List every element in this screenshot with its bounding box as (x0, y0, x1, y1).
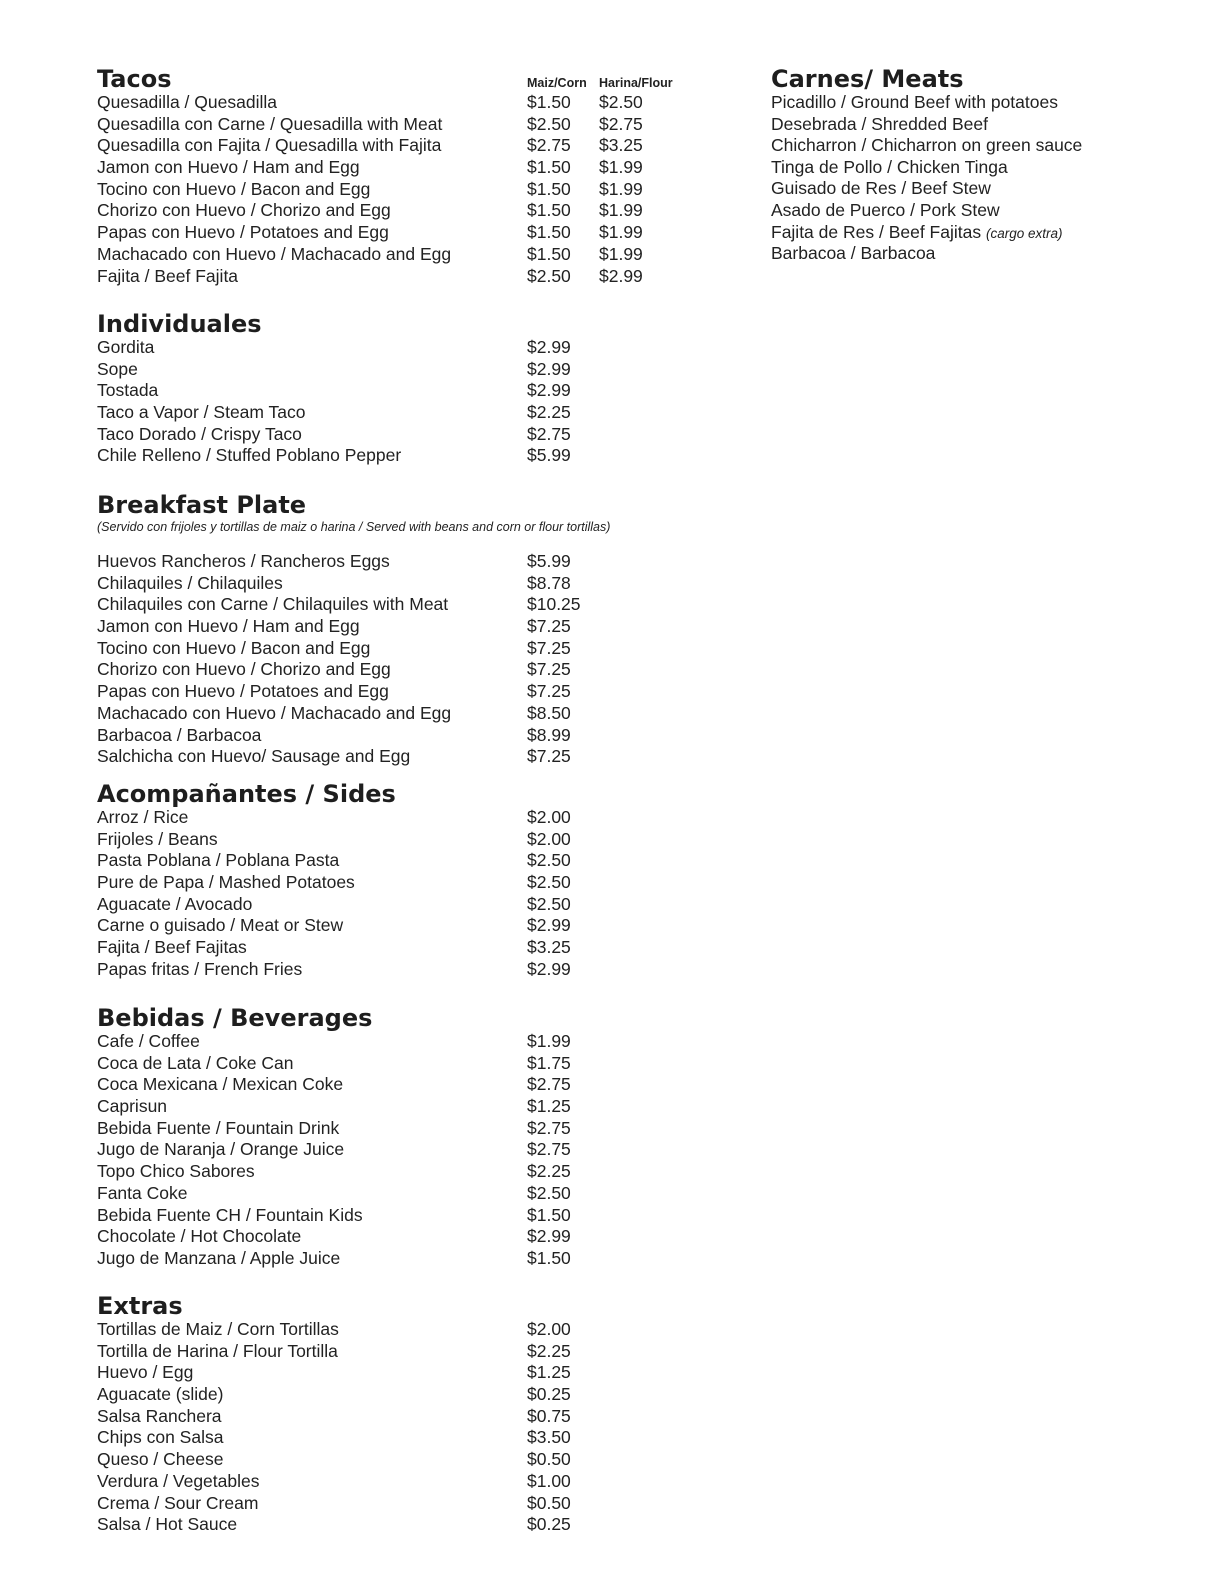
item-price-flour: $2.99 (599, 265, 643, 286)
item-price-flour: $1.99 (599, 200, 643, 221)
meat-name: Guisado de Res / Beef Stew (771, 178, 991, 199)
menu-item (97, 1031, 717, 1053)
item-name: Jugo de Naranja / Orange Juice (97, 1139, 345, 1160)
item-price: $0.75 (527, 1405, 571, 1426)
item-price: $2.75 (527, 1074, 571, 1095)
item-price: $0.50 (527, 1492, 571, 1513)
menu-item (97, 594, 797, 616)
menu-item (97, 1183, 717, 1205)
item-list (97, 337, 717, 467)
section-sides (97, 781, 717, 981)
item-name: Papas con Huevo / Potatoes and Egg (97, 222, 389, 243)
item-price-corn: $2.50 (527, 265, 571, 286)
menu-item (97, 1471, 717, 1493)
menu-item (97, 1319, 717, 1341)
section-title: Carnes/ Meats (771, 65, 964, 93)
item-name: Bebida Fuente CH / Fountain Kids (97, 1204, 363, 1225)
item-price: $5.99 (527, 551, 571, 571)
item-price: $1.99 (527, 1031, 571, 1051)
item-name: Chilaquiles con Carne / Chilaquiles with Meat (97, 594, 449, 615)
item-price: $1.00 (527, 1470, 571, 1491)
item-name: Chorizo con Huevo / Chorizo and Egg (97, 659, 391, 680)
item-name: Cafe / Coffee (97, 1031, 200, 1051)
item-price: $2.00 (527, 828, 571, 849)
item-price-corn: $2.75 (527, 135, 571, 156)
item-price-flour: $2.75 (599, 113, 643, 134)
item-name: Fajita / Beef Fajita (97, 265, 239, 286)
item-price: $10.25 (527, 594, 581, 615)
meat-list (771, 92, 1191, 265)
item-price: $7.25 (527, 637, 571, 658)
menu-item (97, 179, 717, 201)
menu-item (97, 872, 717, 894)
item-price: $2.25 (527, 402, 571, 423)
item-price: $2.50 (527, 872, 571, 893)
menu-item (97, 402, 717, 424)
item-name: Machacado con Huevo / Machacado and Egg (97, 243, 452, 264)
item-name: Tortilla de Harina / Flour Tortilla (97, 1340, 338, 1361)
item-price: $7.25 (527, 681, 571, 702)
item-name: Pasta Poblana / Poblana Pasta (97, 850, 340, 871)
section-note: (Servido con frijoles y tortillas de maiz o harina / Served with beans and corn or flour tortillas) (97, 520, 611, 534)
item-name: Salsa Ranchera (97, 1405, 222, 1426)
menu-item (97, 1226, 717, 1248)
item-name: Chorizo con Huevo / Chorizo and Egg (97, 200, 391, 221)
section-title: Extras (97, 1292, 183, 1320)
item-name: Carne o guisado / Meat or Stew (97, 915, 344, 936)
item-name: Tocino con Huevo / Bacon and Egg (97, 178, 371, 199)
item-name: Verdura / Vegetables (97, 1470, 260, 1491)
meat-item (771, 222, 1191, 244)
item-price: $2.99 (527, 380, 571, 401)
section-breakfast (97, 492, 797, 768)
meat-name: Tinga de Pollo / Chicken Tinga (771, 156, 1008, 177)
item-price-corn: $1.50 (527, 92, 571, 112)
section-meats (771, 66, 1191, 265)
column-header-corn: Maiz/Corn (527, 76, 587, 90)
menu-item (97, 135, 717, 157)
item-price: $1.50 (527, 1204, 571, 1225)
menu-item (97, 1074, 717, 1096)
menu-item (97, 92, 717, 114)
meat-name: Barbacoa / Barbacoa (771, 243, 936, 264)
item-price-flour: $1.99 (599, 178, 643, 199)
item-name: Tostada (97, 380, 159, 401)
item-name: Tortillas de Maiz / Corn Tortillas (97, 1319, 339, 1339)
menu-item (97, 266, 717, 288)
item-name: Barbacoa / Barbacoa (97, 724, 262, 745)
item-name: Queso / Cheese (97, 1449, 224, 1470)
menu-item (97, 445, 717, 467)
menu-item (97, 746, 797, 768)
menu-item (97, 1161, 717, 1183)
item-name: Pure de Papa / Mashed Potatoes (97, 872, 355, 893)
item-price-flour: $1.99 (599, 243, 643, 264)
item-name: Chips con Salsa (97, 1427, 224, 1448)
column-header-flour: Harina/Flour (599, 76, 673, 90)
item-name: Chile Relleno / Stuffed Poblano Pepper (97, 445, 402, 466)
menu-item (97, 1362, 717, 1384)
section-title: Breakfast Plate (97, 491, 307, 519)
section-title: Tacos (97, 65, 172, 93)
item-name: Huevos Rancheros / Rancheros Eggs (97, 551, 390, 571)
item-name: Tocino con Huevo / Bacon and Egg (97, 637, 371, 658)
item-price: $3.50 (527, 1427, 571, 1448)
menu-item (97, 424, 717, 446)
item-price: $8.78 (527, 572, 571, 593)
menu-item (97, 200, 717, 222)
item-price: $2.50 (527, 893, 571, 914)
item-name: Sope (97, 358, 138, 379)
menu-item (97, 1406, 717, 1428)
item-name: Crema / Sour Cream (97, 1492, 259, 1513)
section-title: Bebidas / Beverages (97, 1004, 373, 1032)
menu-item (97, 1384, 717, 1406)
menu-item (97, 1139, 717, 1161)
menu-item (97, 894, 717, 916)
meat-item (771, 157, 1191, 179)
meat-name: Chicharron / Chicharron on green sauce (771, 135, 1083, 156)
item-name: Jamon con Huevo / Ham and Egg (97, 157, 360, 178)
menu-item (97, 807, 717, 829)
item-price: $2.25 (527, 1161, 571, 1182)
menu-item (97, 1449, 717, 1471)
section-individuales (97, 311, 717, 467)
item-price: $8.50 (527, 702, 571, 723)
item-price: $1.25 (527, 1096, 571, 1117)
item-name: Bebida Fuente / Fountain Drink (97, 1117, 340, 1138)
item-price: $8.99 (527, 724, 571, 745)
item-name: Chocolate / Hot Chocolate (97, 1226, 302, 1247)
item-list (97, 1319, 717, 1536)
menu-item (97, 959, 717, 981)
menu-item (97, 1205, 717, 1227)
item-name: Papas fritas / French Fries (97, 958, 303, 979)
section-extras (97, 1293, 717, 1536)
item-list (97, 1031, 717, 1270)
item-name: Jugo de Manzana / Apple Juice (97, 1247, 341, 1268)
menu-item (97, 725, 797, 747)
item-name: Frijoles / Beans (97, 828, 218, 849)
item-name: Jamon con Huevo / Ham and Egg (97, 616, 360, 637)
section-title: Acompañantes / Sides (97, 780, 396, 808)
menu-item (97, 380, 717, 402)
menu-item (97, 638, 797, 660)
item-price: $2.99 (527, 958, 571, 979)
menu-item (97, 114, 717, 136)
menu-item (97, 1118, 717, 1140)
meat-name: Desebrada / Shredded Beef (771, 113, 988, 134)
item-price: $2.50 (527, 1182, 571, 1203)
menu-item (97, 157, 717, 179)
item-price: $2.99 (527, 915, 571, 936)
item-price-corn: $1.50 (527, 178, 571, 199)
item-list (97, 92, 717, 287)
section-tacos (97, 66, 717, 287)
item-name: Salsa / Hot Sauce (97, 1514, 238, 1535)
meat-name: Asado de Puerco / Pork Stew (771, 199, 1000, 220)
menu-item (97, 616, 797, 638)
item-name: Coca de Lata / Coke Can (97, 1052, 294, 1073)
menu-item (97, 551, 797, 573)
menu-item (97, 850, 717, 872)
item-name: Caprisun (97, 1096, 168, 1117)
meat-name: Picadillo / Ground Beef with potatoes (771, 92, 1058, 112)
item-name: Taco Dorado / Crispy Taco (97, 423, 302, 444)
menu-item (97, 1096, 717, 1118)
item-list (97, 807, 717, 981)
meat-item (771, 92, 1191, 114)
item-price: $3.25 (527, 937, 571, 958)
item-price-corn: $1.50 (527, 243, 571, 264)
meat-item (771, 200, 1191, 222)
section-beverages (97, 1005, 717, 1270)
item-price: $7.25 (527, 746, 571, 767)
item-price: $5.99 (527, 445, 571, 466)
item-price: $1.25 (527, 1362, 571, 1383)
meat-item (771, 178, 1191, 200)
item-price-corn: $2.50 (527, 113, 571, 134)
item-price: $0.25 (527, 1384, 571, 1405)
item-price: $2.75 (527, 1139, 571, 1160)
item-price: $7.25 (527, 616, 571, 637)
menu-item (97, 1053, 717, 1075)
meat-item (771, 135, 1191, 157)
item-price: $1.75 (527, 1052, 571, 1073)
item-name: Fajita / Beef Fajitas (97, 937, 247, 958)
menu-item (97, 222, 717, 244)
item-price: $2.99 (527, 358, 571, 379)
item-price: $2.99 (527, 1226, 571, 1247)
item-list (97, 551, 797, 768)
item-price: $2.50 (527, 850, 571, 871)
menu-item (97, 1341, 717, 1363)
item-price-flour: $1.99 (599, 222, 643, 243)
section-title: Individuales (97, 310, 262, 338)
menu-item (97, 915, 717, 937)
extra-charge-note: (cargo extra) (985, 225, 1063, 241)
menu-item (97, 573, 797, 595)
item-name: Gordita (97, 337, 155, 357)
item-price: $2.75 (527, 423, 571, 444)
item-name: Quesadilla / Quesadilla (97, 92, 277, 112)
meat-item (771, 114, 1191, 136)
item-name: Fanta Coke (97, 1182, 188, 1203)
menu-item (97, 1427, 717, 1449)
item-name: Taco a Vapor / Steam Taco (97, 402, 306, 423)
item-name: Coca Mexicana / Mexican Coke (97, 1074, 344, 1095)
item-price: $0.50 (527, 1449, 571, 1470)
item-name: Aguacate / Avocado (97, 893, 253, 914)
item-price: $2.00 (527, 807, 571, 827)
item-price-corn: $1.50 (527, 200, 571, 221)
meat-item (771, 243, 1191, 265)
item-price-flour: $2.50 (599, 92, 643, 112)
item-name: Topo Chico Sabores (97, 1161, 255, 1182)
menu-item (97, 244, 717, 266)
item-price: $0.25 (527, 1514, 571, 1535)
item-name: Machacado con Huevo / Machacado and Egg (97, 702, 452, 723)
item-price-flour: $1.99 (599, 157, 643, 178)
item-price: $7.25 (527, 659, 571, 680)
menu-item (97, 829, 717, 851)
item-name: Quesadilla con Fajita / Quesadilla with Fajita (97, 135, 442, 156)
menu-item (97, 337, 717, 359)
item-name: Arroz / Rice (97, 807, 189, 827)
menu-item (97, 659, 797, 681)
item-price: $1.50 (527, 1247, 571, 1268)
menu-item (97, 703, 797, 725)
menu-item (97, 1493, 717, 1515)
menu-item (97, 1248, 717, 1270)
item-price-corn: $1.50 (527, 157, 571, 178)
item-price-corn: $1.50 (527, 222, 571, 243)
menu-item (97, 359, 717, 381)
item-name: Chilaquiles / Chilaquiles (97, 572, 283, 593)
item-price: $2.75 (527, 1117, 571, 1138)
menu-item (97, 1514, 717, 1536)
item-name: Papas con Huevo / Potatoes and Egg (97, 681, 389, 702)
item-price: $2.25 (527, 1340, 571, 1361)
item-price: $2.99 (527, 337, 571, 357)
item-name: Salchicha con Huevo/ Sausage and Egg (97, 746, 411, 767)
item-name: Quesadilla con Carne / Quesadilla with Meat (97, 113, 443, 134)
item-name: Huevo / Egg (97, 1362, 194, 1383)
item-price-flour: $3.25 (599, 135, 643, 156)
item-price: $2.00 (527, 1319, 571, 1339)
menu-item (97, 937, 717, 959)
menu-item (97, 681, 797, 703)
meat-name: Fajita de Res / Beef Fajitas (771, 221, 982, 242)
item-name: Aguacate (slide) (97, 1384, 224, 1405)
